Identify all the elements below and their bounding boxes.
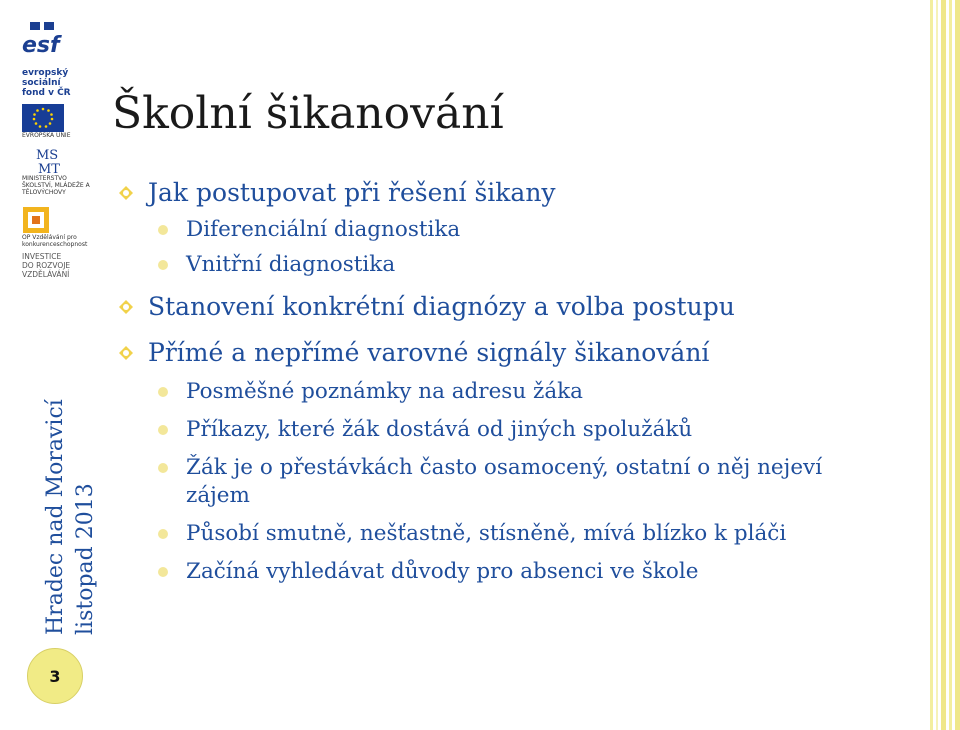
op-logo-icon: [22, 206, 50, 234]
svg-text:MS: MS: [36, 148, 59, 163]
bullet-icon: [158, 425, 168, 435]
bullet-icon: [158, 463, 168, 473]
bullet-icon: [118, 185, 134, 201]
list-item: Vnitřní diagnostika: [118, 251, 868, 279]
page-number: 3: [27, 648, 83, 704]
msmt-caption: MINISTERSTVO ŠKOLSTVÍ, MLÁDEŽE A TĚLOVÝCHOVY: [22, 175, 90, 196]
list-item: Stanovení konkrétní diagnózy a volba postupu: [118, 292, 868, 322]
bullet-icon: [158, 260, 168, 270]
bullet-icon: [118, 345, 134, 361]
bullet-icon: [158, 387, 168, 397]
decorative-stripes: [930, 0, 960, 730]
invest-caption: INVESTICE DO ROZVOJE VZDĚLÁVÁNÍ: [22, 252, 71, 279]
msmt-logo-icon: [22, 145, 74, 175]
list-item: Diferenciální diagnostika: [118, 216, 868, 244]
esf-caption: evropský sociální fond v ČR: [22, 68, 71, 98]
bullet-icon: [158, 225, 168, 235]
list-item: Žák je o přestávkách často osamocený, ostatní o něj nejeví zájem: [118, 454, 868, 510]
bullet-icon: [158, 567, 168, 577]
bullet-list: [118, 178, 868, 586]
esf-logo-icon: [22, 22, 68, 66]
logo-column: [22, 22, 94, 279]
list-item: Jak postupovat při řešení šikany: [118, 178, 868, 208]
list-item: Posměšné poznámky na adresu žáka: [118, 378, 868, 406]
list-item: Začíná vyhledávat důvody pro absenci ve škole: [118, 558, 868, 586]
list-item: Působí smutně, nešťastně, stísněně, mívá blízko k pláči: [118, 520, 868, 548]
bullet-icon: [118, 299, 134, 315]
list-item: Příkazy, které žák dostává od jiných spolužáků: [118, 416, 868, 444]
svg-text:esf: esf: [22, 33, 60, 58]
op-caption: OP Vzdělávání pro konkurenceschopnost: [22, 234, 88, 248]
slide-title: Školní šikanování: [112, 88, 504, 139]
svg-text:MT: MT: [38, 162, 60, 175]
side-text-place: Hradec nad Moravicí: [43, 399, 68, 635]
side-text-date: listopad 2013: [73, 483, 98, 635]
bullet-icon: [158, 529, 168, 539]
side-text: [40, 395, 100, 635]
eu-flag-icon: [22, 104, 64, 132]
eu-caption: EVROPSKÁ UNIE: [22, 132, 71, 139]
list-item: Přímé a nepřímé varovné signály šikanování: [118, 338, 868, 368]
